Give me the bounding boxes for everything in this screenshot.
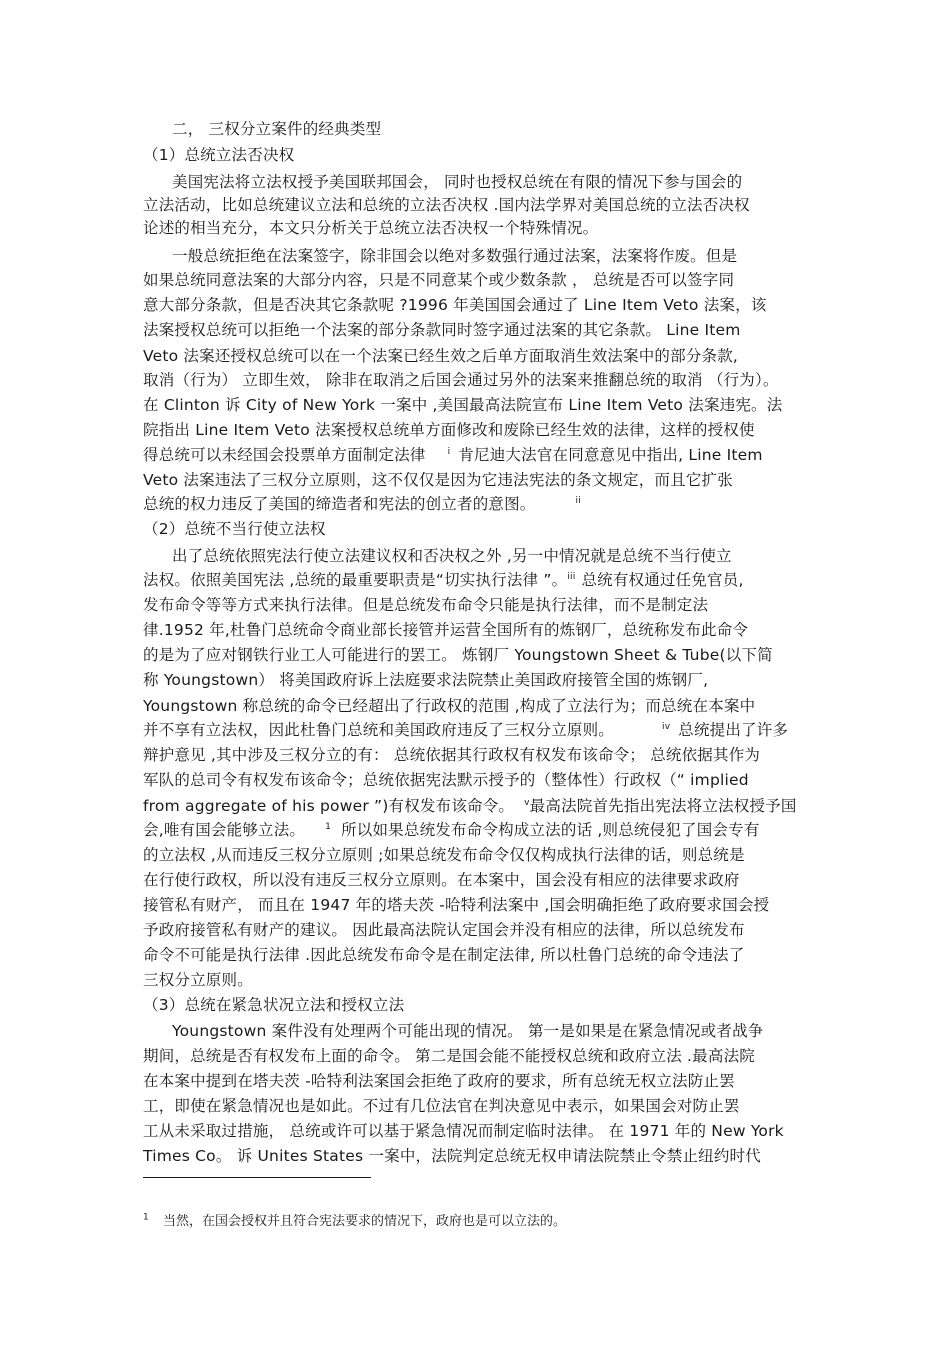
body-line: 立法活动，比如总统建议立法和总统的立法否决权 .国内法学界对美国总统的立法否决权	[143, 196, 750, 214]
body-line: 的立法权 ,从而违反三权分立原则 ;如果总统发布命令仅仅构成执行法律的话，则总统是	[143, 846, 745, 864]
body-line: 工从未采取过措施， 总统或许可以基于紧急情况而制定临时法律。 在 1971 年的 New York	[143, 1122, 784, 1140]
body-line: 取消（行为） 立即生效， 除非在取消之后国会通过另外的法案来推翻总统的取消 （行为）。	[143, 371, 779, 389]
body-line: Youngstown 称总统的命令已经超出了行政权的范围 ,构成了立法行为；而总统在本案中	[143, 697, 756, 715]
body-line: Veto 法案违法了三权分立原则，这不仅仅是因为它违法宪法的条文规定，而且它扩张	[143, 471, 733, 489]
endnote-marker: iii	[567, 571, 576, 582]
body-line: 律.1952 年,杜鲁门总统命令商业部长接管并运营全国所有的炼钢厂，总统称发布此命令	[143, 621, 749, 639]
body-line: 在本案中提到在塔夫茨 -哈特利法案国会拒绝了政府的要求，所有总统无权立法防止罢	[143, 1072, 735, 1090]
body-line: 工，即使在紧急情况也是如此。不过有几位法官在判决意见中表示，如果国会对防止罢	[143, 1097, 740, 1115]
body-line: 军队的总司令有权发布该命令；总统依据宪法默示授予的（整体性）行政权（“ implied	[143, 771, 749, 789]
body-line: 在行使行政权，所以没有违反三权分立原则。在本案中，国会没有相应的法律要求政府	[143, 871, 740, 889]
body-line: Times Co。 诉 Unites States 一案中，法院判定总统无权申请法院禁止令禁止纽约时代	[143, 1147, 761, 1165]
body-text: 总统有权通过任免官员,	[581, 571, 744, 589]
body-text: from aggregate of his power ”)有权发布该命令。	[143, 797, 515, 815]
body-line: 美国宪法将立法权授予美国联邦国会， 同时也授权总统在有限的情况下参与国会的	[172, 173, 743, 191]
footnote-number: 1	[143, 1212, 149, 1223]
body-text: 会,唯有国会能够立法。	[143, 821, 306, 839]
endnote-marker: i	[447, 446, 451, 457]
body-line: 一般总统拒绝在法案签字，除非国会以绝对多数强行通过法案，法案将作废。但是	[172, 247, 738, 265]
subsection-title-3: （3）总统在紧急状况立法和授权立法	[143, 996, 405, 1014]
body-line: 法案授权总统可以拒绝一个法案的部分条款同时签字通过法案的其它条款。 Line Item	[143, 321, 741, 339]
body-line: 期间，总统是否有权发布上面的命令。 第二是国会能不能授权总统和政府立法 .最高法院	[143, 1047, 755, 1065]
body-text: 最高法院首先指出宪法将立法权授予国	[529, 797, 797, 815]
footnote	[143, 1213, 566, 1231]
body-line: 的是为了应对钢铁行业工人可能进行的罢工。 炼钢厂 Youngstown Sheet & Tube(以下简	[143, 646, 773, 664]
endnote-marker: v	[524, 797, 530, 808]
footnote-divider	[143, 1177, 371, 1178]
body-line	[143, 494, 581, 514]
body-line: 院指出 Line Item Veto 法案授权总统单方面修改和废除已经生效的法律，这样的授权使	[143, 421, 755, 439]
body-line: 接管私有财产， 而且在 1947 年的塔夫茨 -哈特利法案中 ,国会明确拒绝了政府要求国会授	[143, 896, 770, 914]
body-text: 并不享有立法权，因此杜鲁门总统和美国政府违反了三权分立原则。	[143, 721, 615, 739]
body-line: 论述的相当充分，本文只分析关于总统立法否决权一个特殊情况。	[143, 219, 599, 237]
body-line: 发布命令等等方式来执行法律。但是总统发布命令只能是执行法律，而不是制定法	[143, 596, 709, 614]
body-line: 予政府接管私有财产的建议。 因此最高法院认定国会并没有相应的法律，所以总统发布	[143, 921, 745, 939]
subsection-title-2: （2）总统不当行使立法权	[143, 520, 326, 538]
body-line: Veto 法案还授权总统可以在一个法案已经生效之后单方面取消生效法案中的部分条款,	[143, 347, 739, 365]
footnote-marker: 1	[325, 821, 332, 832]
body-text: 得总统可以未经国会投票单方面制定法律	[143, 446, 426, 464]
body-line: 三权分立原则。	[143, 971, 253, 989]
body-line: 称 Youngstown） 将美国政府诉上法庭要求法院禁止美国政府接管全国的炼钢厂,	[143, 671, 709, 689]
body-line	[143, 570, 744, 590]
body-line: 命令不可能是执行法律 .因此总统发布命令是在制定法律, 所以杜鲁门总统的命令违法了	[143, 946, 745, 964]
footnote-text: 当然，在国会授权并且符合宪法要求的情况下，政府也是可以立法的。	[163, 1214, 567, 1229]
body-line	[143, 796, 797, 816]
endnote-marker: iv	[662, 721, 671, 732]
body-text: 总统的权力违反了美国的缔造者和宪法的创立者的意图。	[143, 495, 536, 513]
body-line	[143, 445, 763, 465]
body-text: 法权。依照美国宪法 ,总统的最重要职责是“切实执行法律 ”。	[143, 571, 568, 589]
body-text: 肯尼迪大法官在同意意见中指出, Line Item	[458, 446, 763, 464]
body-line: 意大部分条款，但是否决其它条款呢 ?1996 年美国国会通过了 Line Item Veto 法案，该	[143, 296, 767, 314]
subsection-title-1: （1）总统立法否决权	[143, 146, 295, 164]
body-text: 总统提出了许多	[678, 721, 789, 739]
body-line	[143, 720, 788, 740]
body-line: 出了总统依照宪法行使立法建议权和否决权之外 ,另一中情况就是总统不当行使立	[172, 547, 732, 565]
body-line: 在 Clinton 诉 City of New York 一案中 ,美国最高法院宣布 Line Item Veto 法案违宪。法	[143, 396, 783, 414]
body-line: 如果总统同意法案的大部分内容，只是不同意某个或少数条款 ， 总统是否可以签字同	[143, 271, 735, 289]
endnote-marker: ii	[575, 495, 581, 506]
body-text: 所以如果总统发布命令构成立法的话 ,则总统侵犯了国会专有	[341, 821, 760, 839]
body-line	[143, 820, 760, 840]
body-line: 辩护意见 ,其中涉及三权分立的有： 总统依据其行政权有权发布该命令； 总统依据其作为	[143, 746, 761, 764]
section-heading: 二， 三权分立案件的经典类型	[172, 120, 382, 138]
body-line: Youngstown 案件没有处理两个可能出现的情况。 第一是如果是在紧急情况或者战争	[172, 1022, 764, 1040]
